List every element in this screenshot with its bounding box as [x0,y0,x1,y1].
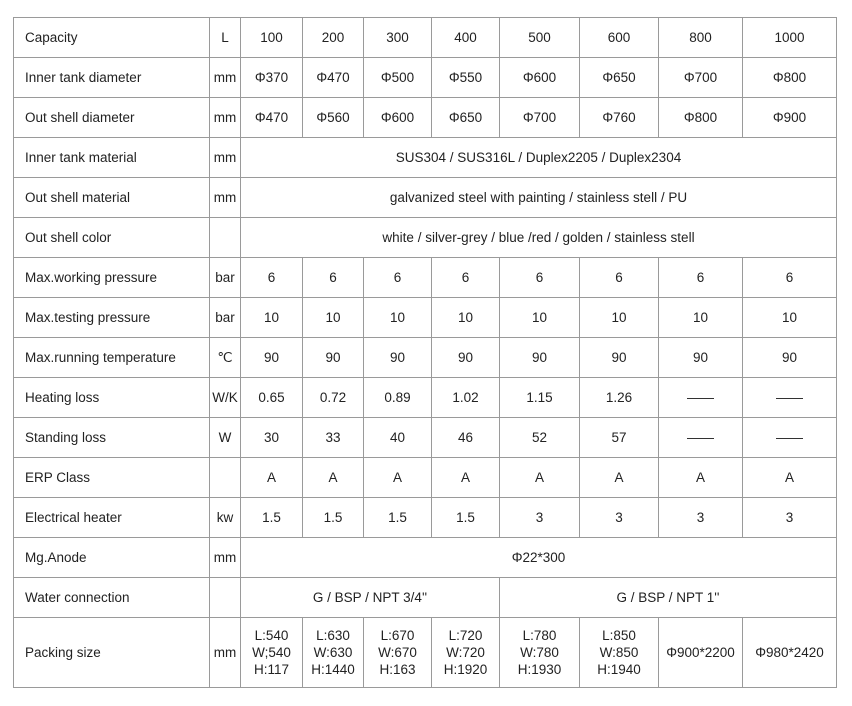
table-row-shell-material [14,178,837,218]
mg-anode-unit: mm [210,538,241,578]
packing-dimension: L:540 [254,628,289,643]
table-row-electrical-heater [14,498,837,538]
spec-table [13,17,837,688]
table-row-header [14,18,837,58]
testing-pressure-value: 10 [432,298,500,338]
standing-loss-value: 57 [580,418,659,458]
electrical-heater-value: 3 [743,498,837,538]
electrical-heater-value: 3 [659,498,743,538]
outer-diameter-unit: mm [210,98,241,138]
heating-loss-label: Heating loss [14,378,210,418]
packing-dimension: L:850 [602,628,636,643]
inner-diameter-value: Φ470 [303,58,364,98]
header-value: 800 [659,18,743,58]
outer-diameter-value: Φ760 [580,98,659,138]
standing-loss-label: Standing loss [14,418,210,458]
inner-material-label: Inner tank material [14,138,210,178]
shell-color-label: Out shell color [14,218,210,258]
inner-diameter-value: Φ370 [241,58,303,98]
packing-size-cylinder: Φ980*2420 [743,618,837,688]
working-pressure-value: 6 [241,258,303,298]
packing-dimension: L:630 [316,628,350,643]
table-row-running-temperature [14,338,837,378]
water-connection-value: G / BSP / NPT 1'' [500,578,837,618]
table-row-standing-loss [14,418,837,458]
running-temperature-value: 90 [743,338,837,378]
testing-pressure-value: 10 [500,298,580,338]
table-row-packing-size [14,618,837,688]
water-connection-label: Water connection [14,578,210,618]
packing-dimension: W:780 [520,645,559,660]
table-row-testing-pressure [14,298,837,338]
table-row-outer-diameter [14,98,837,138]
inner-diameter-value: Φ800 [743,58,837,98]
running-temperature-value: 90 [432,338,500,378]
header-label: Capacity [14,18,210,58]
standing-loss-value: 40 [364,418,432,458]
erp-class-value: A [500,458,580,498]
packing-size-box [241,618,303,688]
shell-color-value: white / silver-grey / blue /red / golden / stainless stell [241,218,837,258]
electrical-heater-unit: kw [210,498,241,538]
testing-pressure-label: Max.testing pressure [14,298,210,338]
running-temperature-value: 90 [659,338,743,378]
working-pressure-unit: bar [210,258,241,298]
mg-anode-label: Mg.Anode [14,538,210,578]
running-temperature-value: 90 [241,338,303,378]
packing-dimension: W:720 [446,645,485,660]
packing-dimension: W:850 [599,645,639,660]
table-row-erp-class [14,458,837,498]
electrical-heater-value: 1.5 [432,498,500,538]
electrical-heater-value: 3 [500,498,580,538]
erp-class-value: A [659,458,743,498]
packing-size-box [432,618,500,688]
electrical-heater-value: 1.5 [241,498,303,538]
header-value: 600 [580,18,659,58]
erp-class-label: ERP Class [14,458,210,498]
water-connection-value: G / BSP / NPT 3/4'' [241,578,500,618]
packing-size-unit: mm [210,618,241,688]
working-pressure-value: 6 [500,258,580,298]
erp-class-value: A [432,458,500,498]
packing-dimension: L:780 [522,628,557,643]
heating-loss-value: 0.65 [241,378,303,418]
packing-dimension: H:1940 [597,662,641,677]
packing-size-box [303,618,364,688]
erp-class-value: A [580,458,659,498]
packing-dimension: H:1930 [517,662,562,677]
header-value: 1000 [743,18,837,58]
table-row-water-connection [14,578,837,618]
testing-pressure-value: 10 [580,298,659,338]
inner-diameter-value: Φ600 [500,58,580,98]
packing-size-box [580,618,659,688]
testing-pressure-value: 10 [364,298,432,338]
testing-pressure-value: 10 [303,298,364,338]
running-temperature-value: 90 [364,338,432,378]
standing-loss-value: —— [743,418,837,458]
working-pressure-value: 6 [432,258,500,298]
shell-material-label: Out shell material [14,178,210,218]
header-unit: L [210,18,241,58]
packing-dimension: H:1440 [311,662,355,677]
heating-loss-value: 0.89 [364,378,432,418]
inner-diameter-label: Inner tank diameter [14,58,210,98]
table-row-heating-loss [14,378,837,418]
erp-class-value: A [241,458,303,498]
standing-loss-value: 46 [432,418,500,458]
electrical-heater-value: 3 [580,498,659,538]
table-row-working-pressure [14,258,837,298]
outer-diameter-value: Φ600 [364,98,432,138]
working-pressure-value: 6 [303,258,364,298]
table-row-mg-anode [14,538,837,578]
standing-loss-value: 30 [241,418,303,458]
packing-size-cylinder: Φ900*2200 [659,618,743,688]
inner-material-unit: mm [210,138,241,178]
working-pressure-value: 6 [580,258,659,298]
outer-diameter-value: Φ700 [500,98,580,138]
testing-pressure-value: 10 [241,298,303,338]
working-pressure-label: Max.working pressure [14,258,210,298]
packing-dimension: W:630 [313,645,353,660]
shell-material-unit: mm [210,178,241,218]
table-row-shell-color [14,218,837,258]
testing-pressure-value: 10 [743,298,837,338]
header-value: 500 [500,18,580,58]
electrical-heater-label: Electrical heater [14,498,210,538]
outer-diameter-value: Φ650 [432,98,500,138]
packing-dimension: H:163 [379,662,416,677]
packing-dimension: L:720 [448,628,483,643]
erp-class-value: A [743,458,837,498]
inner-material-value: SUS304 / SUS316L / Duplex2205 / Duplex2304 [241,138,837,178]
working-pressure-value: 6 [364,258,432,298]
electrical-heater-value: 1.5 [364,498,432,538]
packing-dimension: H:117 [253,662,290,677]
running-temperature-value: 90 [500,338,580,378]
heating-loss-value: 1.15 [500,378,580,418]
standing-loss-unit: W [210,418,241,458]
inner-diameter-value: Φ650 [580,58,659,98]
heating-loss-value: —— [743,378,837,418]
header-value: 200 [303,18,364,58]
testing-pressure-value: 10 [659,298,743,338]
inner-diameter-unit: mm [210,58,241,98]
running-temperature-value: 90 [580,338,659,378]
shell-material-value: galvanized steel with painting / stainless stell / PU [241,178,837,218]
heating-loss-value: 0.72 [303,378,364,418]
packing-dimension: L:670 [380,628,415,643]
running-temperature-value: 90 [303,338,364,378]
working-pressure-value: 6 [743,258,837,298]
running-temperature-unit: ℃ [210,338,241,378]
outer-diameter-value: Φ800 [659,98,743,138]
heating-loss-unit: W/K [210,378,241,418]
inner-diameter-value: Φ550 [432,58,500,98]
header-value: 100 [241,18,303,58]
heating-loss-value: 1.26 [580,378,659,418]
outer-diameter-value: Φ900 [743,98,837,138]
water-connection-unit [210,578,241,618]
standing-loss-value: 33 [303,418,364,458]
inner-diameter-value: Φ500 [364,58,432,98]
inner-diameter-value: Φ700 [659,58,743,98]
outer-diameter-value: Φ470 [241,98,303,138]
standing-loss-value: 52 [500,418,580,458]
running-temperature-label: Max.running temperature [14,338,210,378]
header-value: 300 [364,18,432,58]
shell-color-unit [210,218,241,258]
working-pressure-value: 6 [659,258,743,298]
outer-diameter-value: Φ560 [303,98,364,138]
heating-loss-value: —— [659,378,743,418]
mg-anode-value: Φ22*300 [241,538,837,578]
table-row-inner-material [14,138,837,178]
erp-class-unit [210,458,241,498]
packing-size-box [500,618,580,688]
erp-class-value: A [364,458,432,498]
standing-loss-value: —— [659,418,743,458]
heating-loss-value: 1.02 [432,378,500,418]
packing-size-label: Packing size [14,618,210,688]
testing-pressure-unit: bar [210,298,241,338]
erp-class-value: A [303,458,364,498]
packing-size-box [364,618,432,688]
table-row-inner-diameter [14,58,837,98]
packing-dimension: W:670 [378,645,417,660]
packing-dimension: W;540 [252,645,291,660]
electrical-heater-value: 1.5 [303,498,364,538]
outer-diameter-label: Out shell diameter [14,98,210,138]
packing-dimension: H:1920 [443,662,488,677]
header-value: 400 [432,18,500,58]
